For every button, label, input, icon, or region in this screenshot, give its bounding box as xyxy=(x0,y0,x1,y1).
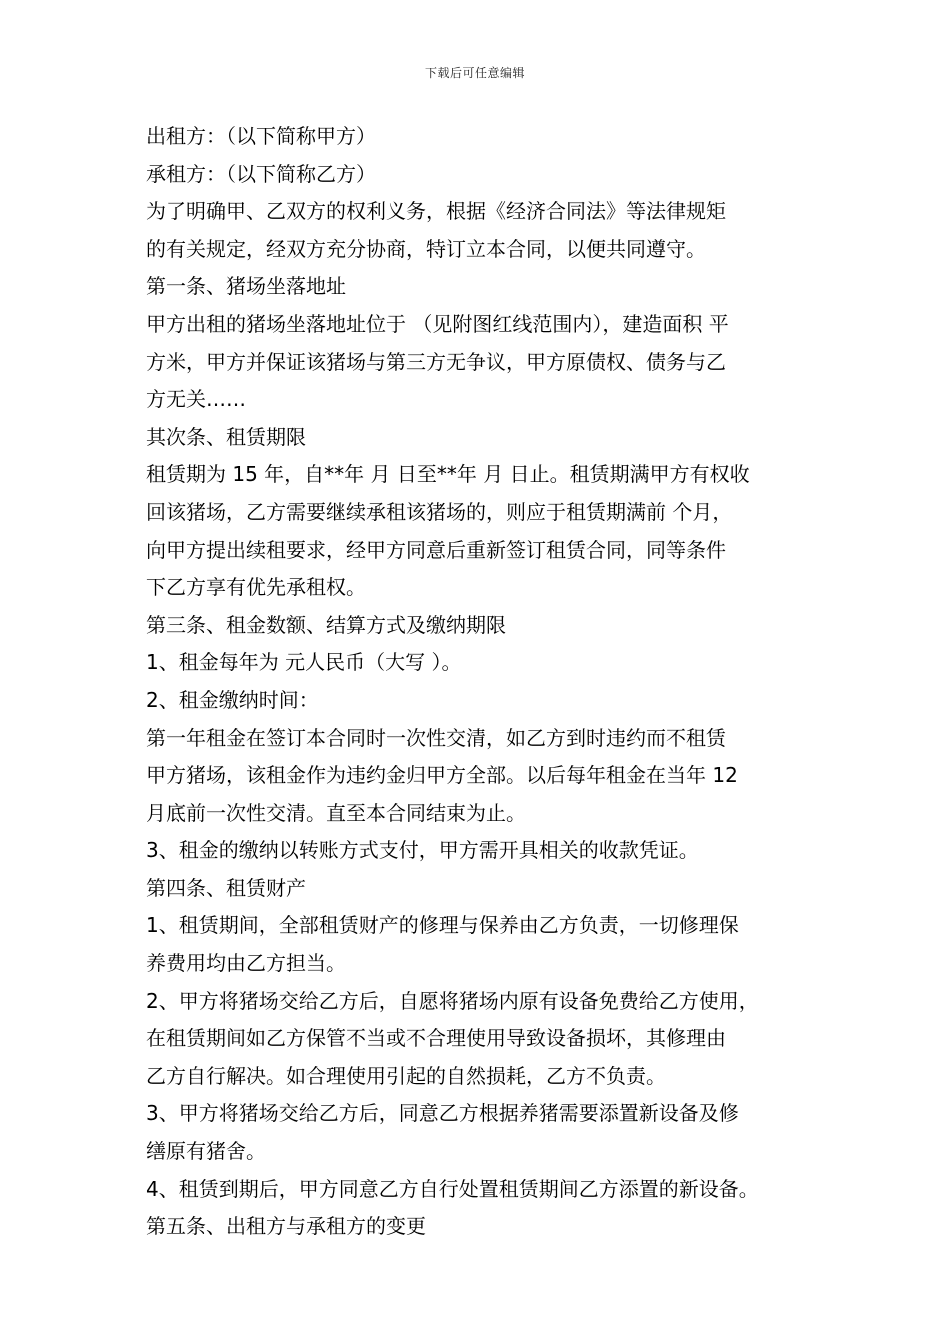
article-heading: 第五条、出租方与承租方的变更 xyxy=(146,1214,426,1239)
party-lessor-line: 出租方：（以下简称甲方） xyxy=(146,124,376,148)
paragraph-line: 甲方猪场，该租金作为违约金归甲方全部。以后每年租金在当年 12 xyxy=(146,763,738,788)
clause-line: 缮原有猪舍。 xyxy=(146,1139,266,1164)
paragraph-line: 向甲方提出续租要求，经甲方同意后重新签订租赁合同，同等条件 xyxy=(146,537,726,562)
contract-body xyxy=(146,118,812,1246)
clause-line: 在租赁期间如乙方保管不当或不合理使用导致设备损坏，其修理由 xyxy=(146,1026,726,1051)
paragraph-line: 回该猪场，乙方需要继续承租该猪场的，则应于租赁期满前 个月， xyxy=(146,499,733,524)
clause-line: 2、甲方将猪场交给乙方后，自愿将猪场内原有设备免费给乙方使用， xyxy=(146,988,759,1013)
clause-line: 1、租金每年为 元人民币（大写 ）。 xyxy=(146,650,462,675)
clause-line: 4、租赁到期后，甲方同意乙方自行处置租赁期间乙方添置的新设备。 xyxy=(146,1176,759,1201)
paragraph-line: 租赁期为 15 年，自**年 月 日至**年 月 日止。租赁期满甲方有权收 xyxy=(146,462,750,487)
page-header: 下载后可任意编辑 xyxy=(424,66,525,80)
article-heading: 第一条、猪场坐落地址 xyxy=(146,274,346,299)
preamble-line: 为了明确甲、乙双方的权利义务，根据《经济合同法》等法律规矩 xyxy=(146,199,726,224)
article-heading: 其次条、租赁期限 xyxy=(146,424,306,449)
clause-line: 1、租赁期间，全部租赁财产的修理与保养由乙方负责，一切修理保 xyxy=(146,913,739,938)
article-heading: 第四条、租赁财产 xyxy=(146,875,306,900)
clause-line: 乙方自行解决。如合理使用引起的自然损耗，乙方不负责。 xyxy=(146,1063,666,1088)
preamble-line: 的有关规定，经双方充分协商，特订立本合同，以便共同遵守。 xyxy=(146,236,706,261)
clause-line: 2、租金缴纳时间： xyxy=(146,687,319,712)
party-lessee-line: 承租方：（以下简称乙方） xyxy=(146,161,376,186)
article-heading: 第三条、租金数额、结算方式及缴纳期限 xyxy=(146,612,506,637)
paragraph-line: 方米，甲方并保证该猪场与第三方无争议，甲方原债权、债务与乙 xyxy=(146,349,726,374)
clause-line: 养费用均由乙方担当。 xyxy=(146,951,346,976)
clause-line: 3、甲方将猪场交给乙方后，同意乙方根据养猪需要添置新设备及修 xyxy=(146,1101,739,1126)
clause-line: 3、租金的缴纳以转账方式支付，甲方需开具相关的收款凭证。 xyxy=(146,838,699,863)
paragraph-line: 方无关…… xyxy=(146,387,246,412)
paragraph-line: 月底前一次性交清。直至本合同结束为止。 xyxy=(146,800,526,825)
paragraph-line: 第一年租金在签订本合同时一次性交清，如乙方到时违约而不租赁 xyxy=(146,725,726,750)
paragraph-line: 下乙方享有优先承租权。 xyxy=(146,575,366,600)
paragraph-line: 甲方出租的猪场坐落地址位于 （见附图红线范围内），建造面积 平 xyxy=(146,311,729,336)
